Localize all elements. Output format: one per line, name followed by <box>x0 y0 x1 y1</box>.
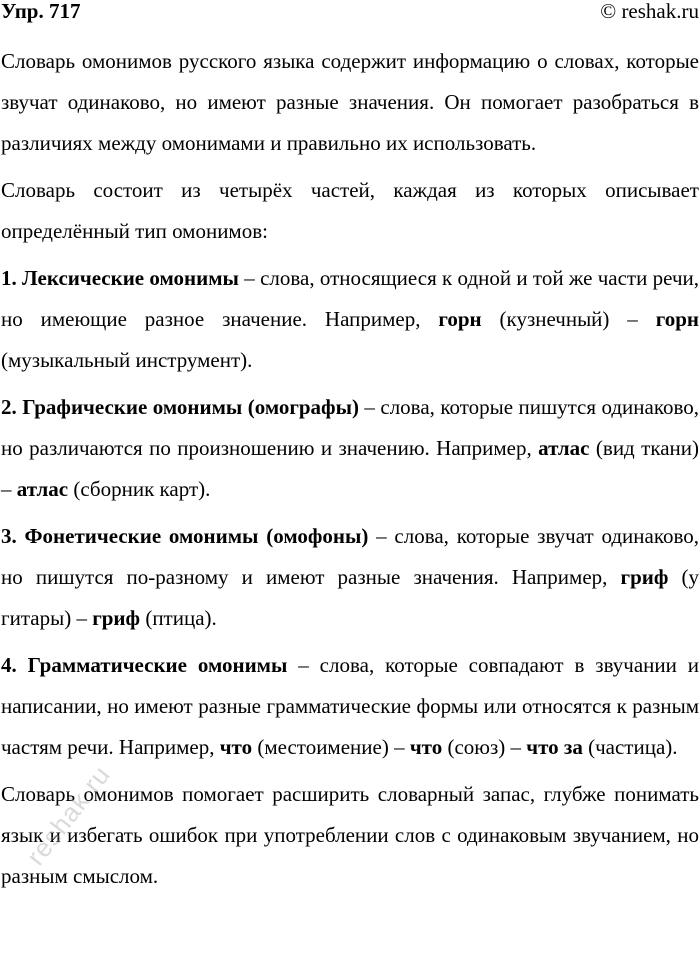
conclusion-paragraph <box>1 774 699 897</box>
answer-text <box>1 41 699 903</box>
exercise-title: Упр. 717 <box>1 0 81 23</box>
example-word: что <box>409 735 443 759</box>
example-word: атлас <box>16 477 69 501</box>
example-word: атлас <box>538 436 590 460</box>
text: (у гитары) – <box>1 565 700 630</box>
example-word: что за <box>526 735 583 759</box>
text: (музыкальный инструмент). <box>1 348 253 372</box>
text: (сборник карт). <box>68 477 211 501</box>
term: 2. Графические омонимы (омографы) <box>1 395 359 419</box>
text: – слова, которые совпадают в звучании и написании, но имеют разные грамматические формы или относятся к разным частям речи. Например, <box>1 653 699 759</box>
copyright-notice: © reshak.ru <box>600 0 699 23</box>
intro-paragraph <box>1 41 699 164</box>
phonetic-homonyms-paragraph <box>1 516 699 639</box>
text: (частица). <box>582 735 678 759</box>
example-word: что <box>219 735 253 759</box>
term: 1. Лексические омонимы <box>1 266 239 290</box>
term: 4. Грамматические омонимы <box>1 653 288 677</box>
grammatical-homonyms-paragraph <box>1 645 699 768</box>
text: (местоимение) – <box>252 735 410 759</box>
structure-paragraph <box>1 170 699 252</box>
page-header <box>1 0 699 25</box>
example-word: гриф <box>620 565 669 589</box>
example-word: горн <box>438 307 482 331</box>
lexical-homonyms-paragraph <box>1 258 699 381</box>
example-word: гриф <box>92 606 141 630</box>
graphic-homonyms-paragraph <box>1 387 699 510</box>
text: (союз) – <box>442 735 527 759</box>
text: – слова, относящиеся к одной и той же части речи, но имеющие разное значение. Например, <box>1 266 699 331</box>
term: 3. Фонетические омонимы (омофоны) <box>1 524 369 548</box>
text: – слова, которые пишутся одинаково, но различаются по произношению и значению. Например, <box>1 395 700 460</box>
text: Словарь омонимов русского языка содержит информацию о словах, которые звучат одинаково, но имеют разные значения. Он помогает разобраться в различиях между омонимами и правильно их использовать. <box>1 49 699 155</box>
text: (птица). <box>140 606 217 630</box>
text: (вид ткани) – <box>1 436 700 501</box>
text: – слова, которые звучат одинаково, но пишутся по-разному и имеют разные значения. Например, <box>1 524 699 589</box>
text: (кузнечный) – <box>481 307 656 331</box>
text: Словарь омонимов помогает расширить словарный запас, глубже понимать язык и избегать ошибок при употреблении слов с одинаковым звучанием, но разным смыслом. <box>1 782 699 888</box>
watermark: reshak.ru <box>20 759 117 871</box>
text: Словарь состоит из четырёх частей, каждая из которых описывает определённый тип омонимов: <box>1 178 699 243</box>
example-word: горн <box>655 307 699 331</box>
